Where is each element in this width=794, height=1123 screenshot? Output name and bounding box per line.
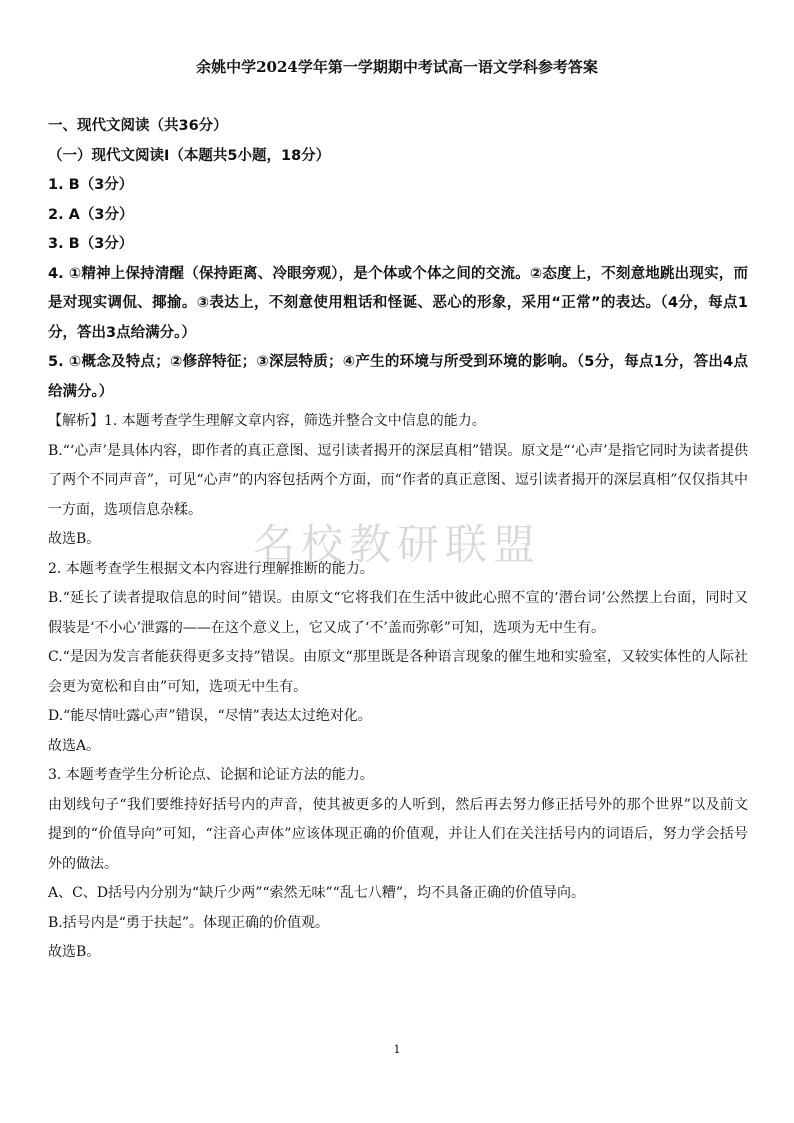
subsection-heading: （一）现代文阅读Ⅰ（本题共5小题，18分）: [48, 147, 331, 164]
page-title: 余姚中学2024学年第一学期期中考试高一语文学科参考答案: [196, 58, 598, 76]
analysis-paragraph: B.括号内是“勇于扶起”。体现正确的价值观。: [48, 914, 330, 931]
analysis-paragraph: 由划线句子“我们要维持好括号内的声音，使其被更多的人听到，然后再去努力修正括号外的那个世界”以及前文提到的“价值导向”可知，“注音心声体”应该体现正确的价值观，并让人们在关注括号内的词语后，努力学会括号外的做法。: [48, 796, 748, 872]
analysis-question-3: 3. 本题考查学生分析论点、论据和论证方法的能力。: [48, 767, 374, 783]
analysis-paragraph: D.“能尽情吐露心声”错误，“尽情”表达太过绝对化。: [48, 708, 372, 724]
answer-1: 1. B（3分）: [48, 177, 134, 193]
analysis-paragraph: B.“‘心声’是具体内容，即作者的真正意图、逗引读者揭开的深层真相”错误。原文是“‘心声’是指它同时为读者提供了两个不同声音”，可见“心声”的内容包括两个方面，而“作者的真正意图、逗引读者揭开的深层真相”仅仅指其中一方面，选项信息杂糅。: [48, 442, 748, 518]
analysis-intro: 【解析】1. 本题考查学生理解文章内容，筛选并整合文中信息的能力。: [48, 413, 486, 429]
analysis-question-2: 2. 本题考查学生根据文本内容进行理解推断的能力。: [48, 560, 374, 577]
document-body: [48, 112, 748, 968]
analysis-paragraph: C.“是因为发言者能获得更多支持”错误。由原文“那里既是各种语言现象的催生地和实验室，又较实体性的人际社会更为宽松和自由”可知，选项无中生有。: [48, 649, 748, 695]
watermark: 名校教研联盟: [252, 520, 541, 569]
answer-2: 2. A（3分）: [48, 206, 134, 223]
analysis-paragraph: B.“延长了读者提取信息的时间”错误。由原文“它将我们在生活中彼此心照不宣的‘潜台词’公然摆上台面，同时又假装是‘不小心’泄露的——在这个意义上，它又成了‘不’盖而弥彰”可知，选项为无中生有。: [48, 590, 748, 636]
page-number: 1: [393, 1043, 401, 1056]
analysis-paragraph: A、C、D括号内分别为“缺斤少两”“索然无味”“乱七八糟”，均不具备正确的价值导向。: [48, 885, 585, 901]
section-heading: 一、现代文阅读（共36分）: [48, 118, 228, 134]
answer-4: 4. ①精神上保持清醒（保持距离、冷眼旁观），是个体或个体之间的交流。②态度上，不刻意地跳出现实，而是对现实调侃、揶揄。③表达上，不刻意使用粗话和怪诞、恶心的形象，采用“正常”的表达。（4分，每点1分，答出3点给满分。）: [48, 265, 748, 341]
analysis-conclusion: 故选B。: [48, 944, 101, 960]
answer-5: 5. ①概念及特点；②修辞特征；③深层特质；④产生的环境与所受到环境的影响。（5分，每点1分，答出4点给满分。）: [48, 354, 748, 400]
analysis-conclusion: 故选B。: [48, 531, 101, 547]
answer-3: 3. B（3分）: [48, 236, 134, 252]
analysis-conclusion: 故选A。: [48, 737, 101, 754]
